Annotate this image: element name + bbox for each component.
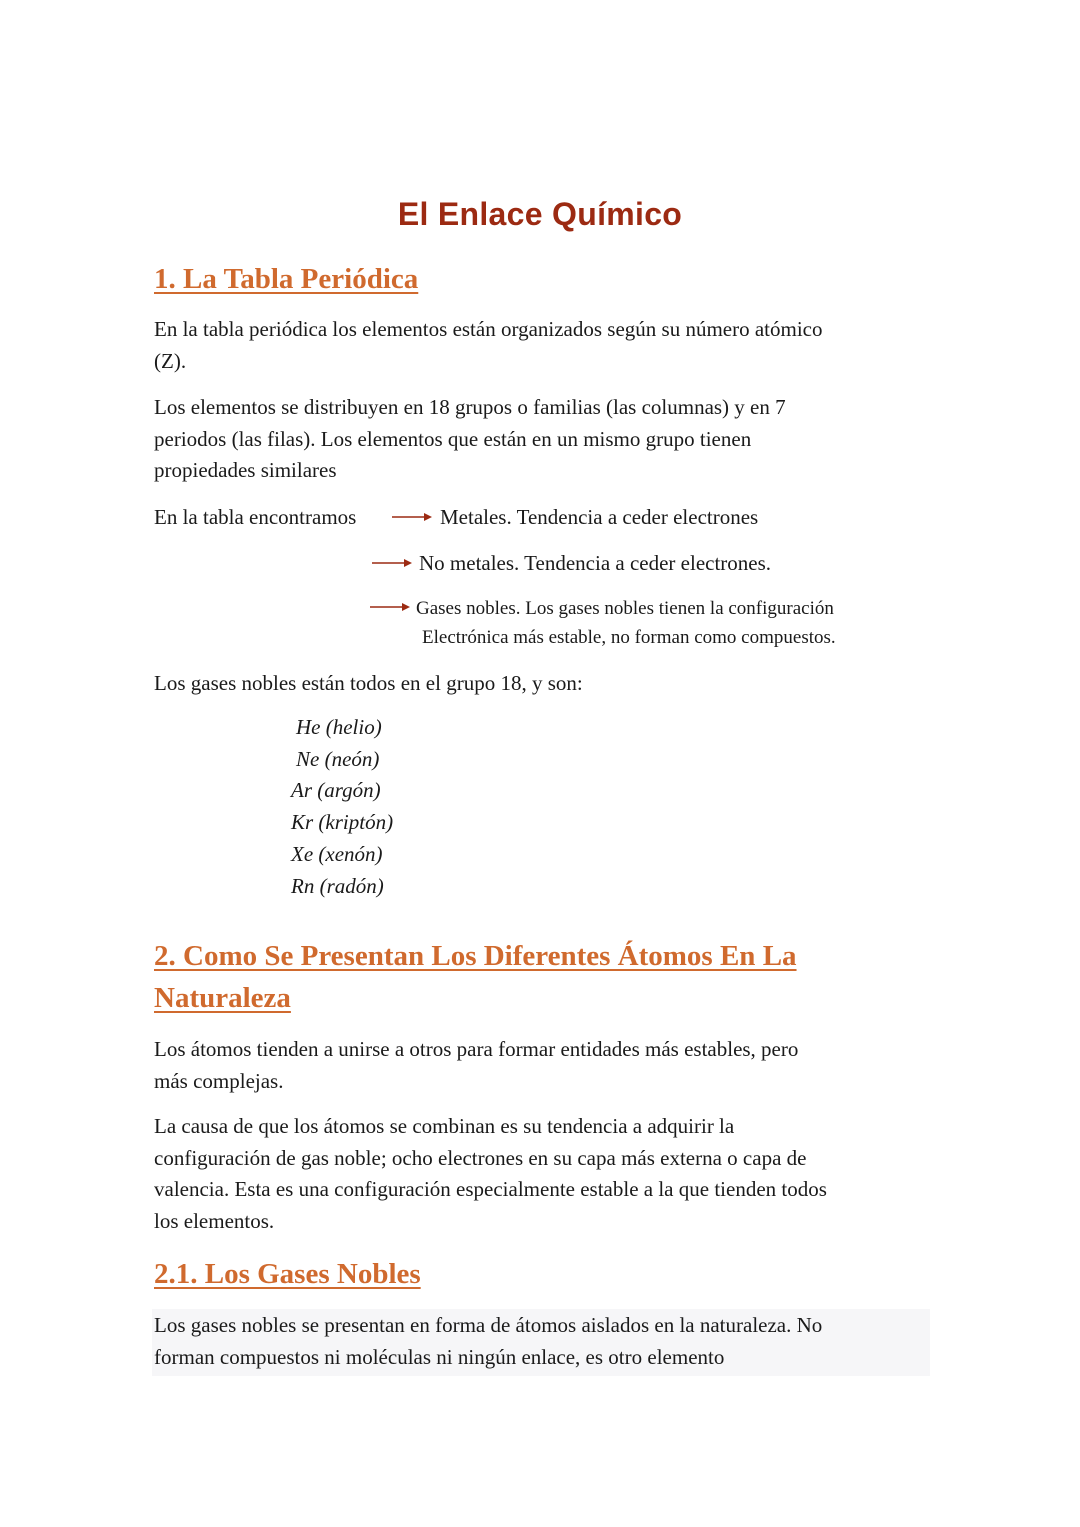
gases-list xyxy=(290,712,393,902)
list-item: Xe (xenón) xyxy=(291,841,383,866)
item-gases-nobles xyxy=(416,594,836,652)
paragraph-causa xyxy=(154,1111,934,1237)
text-line: La causa de que los átomos se combinan es su tendencia a adquirir la xyxy=(154,1114,735,1138)
section-heading-gases-nobles: 2.1. Los Gases Nobles xyxy=(154,1258,421,1290)
section-heading-atomos-naturaleza xyxy=(154,935,797,1019)
text-line: Los elementos se distribuyen en 18 grupos o familias (las columnas) y en 7 xyxy=(154,395,786,419)
page-title: El Enlace Químico xyxy=(397,196,683,232)
text-line: En la tabla periódica los elementos están organizados según su número atómico xyxy=(154,317,823,341)
section-heading-tabla-periodica: 1. La Tabla Periódica xyxy=(154,263,419,295)
text-line: Gases nobles. Los gases nobles tienen la configuración xyxy=(416,598,834,619)
arrow-right-icon xyxy=(370,600,410,614)
list-item: Ar (argón) xyxy=(291,778,381,803)
heading-line: 2. Como Se Presentan Los Diferentes Átomos En La xyxy=(154,940,797,972)
arrow-right-icon xyxy=(372,556,412,570)
gases-intro: Los gases nobles están todos en el grupo 18, y son: xyxy=(154,671,583,695)
paragraph-organizacion xyxy=(154,314,934,377)
text-line: propiedades similares xyxy=(154,458,337,482)
text-line: valencia. Esta es una configuración especialmente estable a la que tienden todos xyxy=(154,1177,827,1201)
text-line: periodos (las filas). Los elementos que están en un mismo grupo tienen xyxy=(154,426,752,451)
item-no-metales: No metales. Tendencia a ceder electrones. xyxy=(419,551,772,575)
paragraph-gases-aislados xyxy=(154,1310,934,1373)
list-item: Kr (kriptón) xyxy=(291,810,394,835)
arrow-right-icon xyxy=(392,510,432,524)
text-line: Los átomos tienden a unirse a otros para formar entidades más estables, pero xyxy=(154,1037,799,1061)
list-item: Rn (radón) xyxy=(291,873,384,898)
list-item: Ne (neón) xyxy=(296,746,380,771)
heading-line: Naturaleza xyxy=(154,982,291,1014)
paragraph-atomos-unirse xyxy=(154,1034,934,1097)
text-line: Electrónica más estable, no forman como compuestos. xyxy=(422,627,836,648)
text-line: configuración de gas noble; ocho electrones en su capa más externa o capa de xyxy=(154,1145,807,1170)
text-line: los elementos. xyxy=(154,1208,275,1233)
text-line: Los gases nobles se presentan en forma de átomos aislados en la naturaleza. No xyxy=(154,1313,823,1337)
list-item: He (helio) xyxy=(296,715,382,739)
text-line: más complejas. xyxy=(154,1068,284,1093)
table-intro-text: En la tabla encontramos xyxy=(154,505,357,529)
paragraph-grupos-periodos xyxy=(154,392,934,487)
item-metales: Metales. Tendencia a ceder electrones xyxy=(440,505,759,529)
text-line: forman compuestos ni moléculas ni ningún enlace, es otro elemento xyxy=(154,1344,725,1369)
text-line: (Z). xyxy=(154,348,187,373)
